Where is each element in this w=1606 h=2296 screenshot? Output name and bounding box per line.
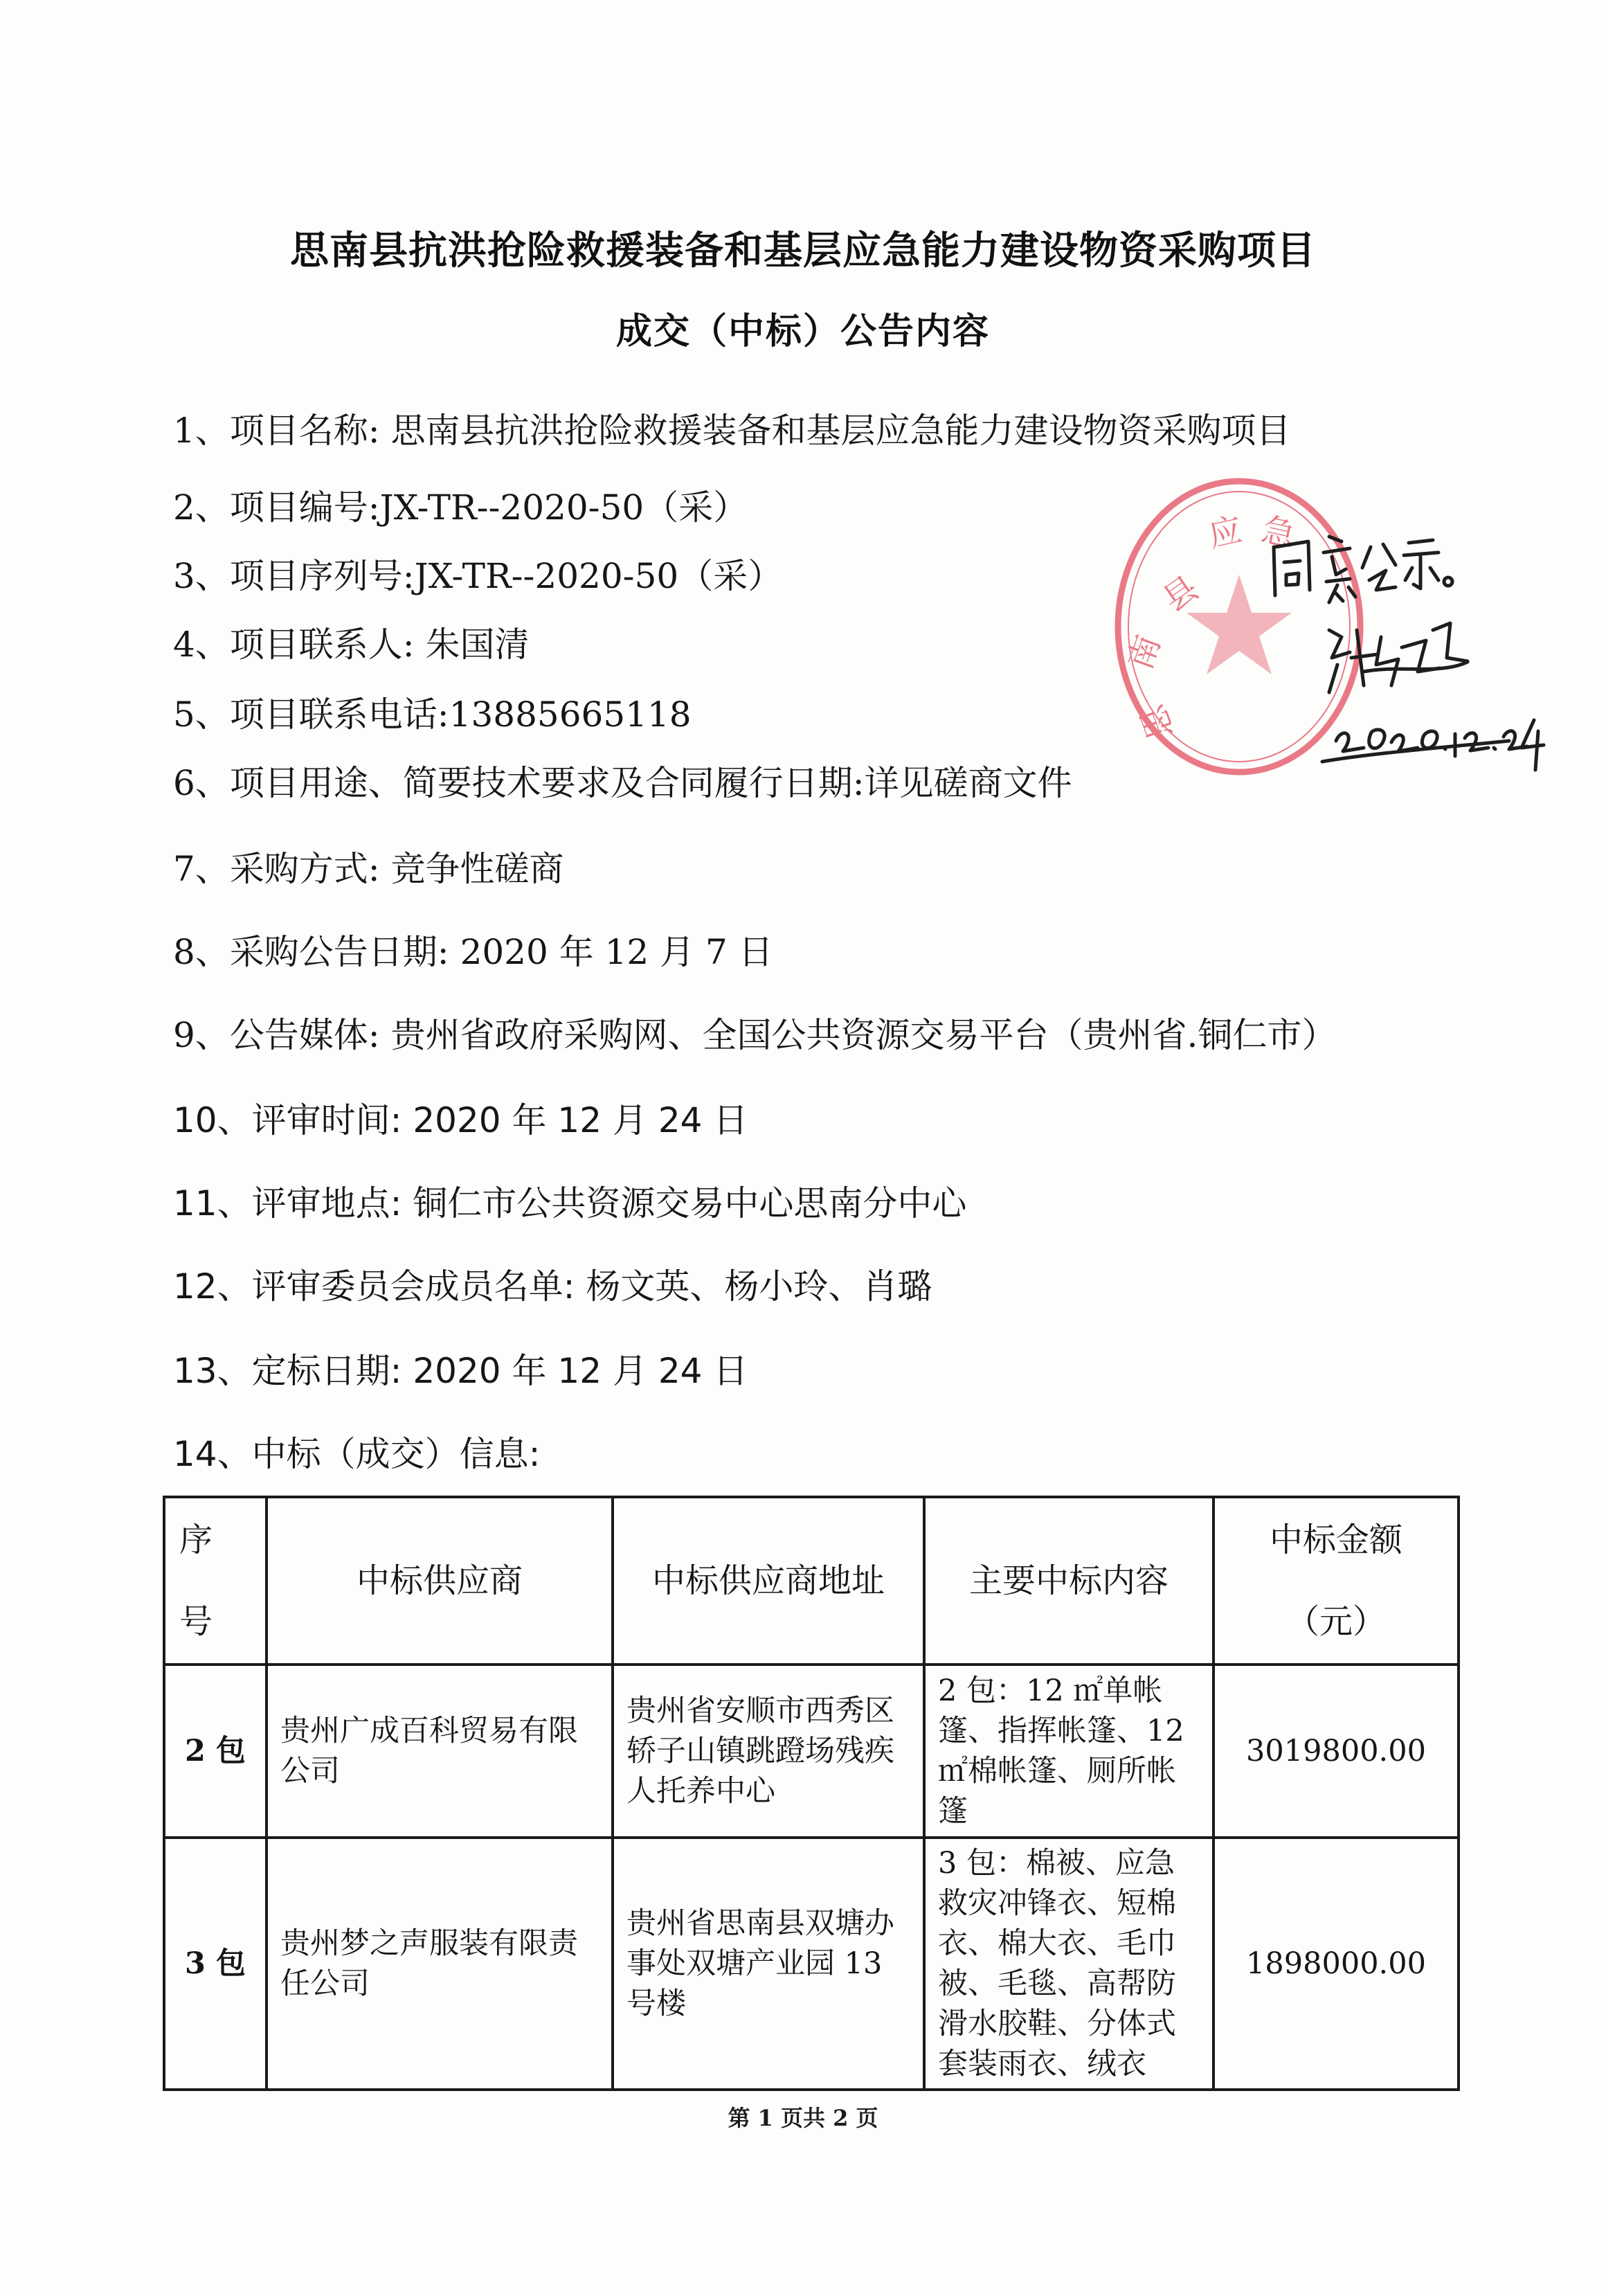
item-label: 项目联系电话: — [229, 694, 449, 735]
header-amount: 中标金额（元） — [1213, 1497, 1459, 1665]
item-number: 9、 — [173, 1015, 230, 1055]
item-project-name — [173, 410, 1291, 451]
item-committee — [173, 1266, 932, 1307]
item-number: 12、 — [173, 1266, 252, 1307]
cell-amount: 3019800.00 — [1213, 1665, 1459, 1838]
item-project-serial — [173, 555, 782, 597]
page-footer: 第 1 页共 2 页 — [728, 2105, 878, 2131]
item-number: 7、 — [173, 849, 230, 889]
item-value: 2020 年 12 月 24 日 — [413, 1351, 748, 1391]
item-value: 思南县抗洪抢险救援装备和基层应急能力建设物资采购项目 — [390, 411, 1291, 451]
svg-text:思: 思 — [1133, 699, 1182, 745]
item-value: 铜仁市公共资源交易中心思南分中心 — [413, 1183, 967, 1223]
item-contact-person — [173, 624, 530, 665]
header-supplier: 中标供应商 — [267, 1497, 613, 1665]
table-row — [164, 1665, 1459, 1838]
handwritten-signature-icon — [1260, 499, 1551, 775]
cell-content: 2 包：12 ㎡单帐篷、指挥帐篷、12 ㎡棉帐篷、厕所帐篷 — [924, 1665, 1213, 1838]
cell-address: 贵州省安顺市西秀区轿子山镇跳蹬场残疾人托养中心 — [613, 1665, 924, 1838]
item-label: 项目用途、简要技术要求及合同履行日期: — [229, 763, 865, 803]
cell-package: 3 包 — [164, 1838, 267, 2090]
svg-text:急: 急 — [1258, 510, 1299, 555]
item-value: 竞争性磋商 — [390, 849, 564, 889]
item-number: 10、 — [173, 1100, 252, 1140]
item-review-location — [173, 1183, 966, 1224]
document-title: 思南县抗洪抢险救援装备和基层应急能力建设物资采购项目 — [290, 228, 1316, 273]
item-label: 项目名称: — [229, 411, 391, 451]
item-value: JX-TR--2020-50（采） — [414, 556, 783, 596]
item-value: 13885665118 — [449, 694, 692, 735]
item-number: 13、 — [173, 1351, 252, 1391]
item-number: 8、 — [173, 932, 230, 972]
cell-content: 3 包：棉被、应急救灾冲锋衣、短棉衣、棉大衣、毛巾被、毛毯、高帮防滑水胶鞋、分体式套装雨衣、绒衣 — [924, 1838, 1213, 2090]
item-label: 定标日期: — [251, 1351, 413, 1391]
item-label: 公告媒体: — [229, 1015, 391, 1055]
item-announcement-date — [173, 931, 773, 973]
award-table — [163, 1496, 1460, 2091]
item-value: 杨文英、杨小玲、肖璐 — [586, 1266, 932, 1307]
header-content: 主要中标内容 — [924, 1497, 1213, 1665]
item-number: 6、 — [173, 763, 230, 803]
item-label: 项目联系人: — [229, 625, 426, 665]
item-label: 采购公告日期: — [229, 932, 460, 972]
item-number: 11、 — [173, 1183, 252, 1223]
item-procurement-method — [173, 848, 564, 890]
item-number: 2、 — [173, 487, 230, 528]
svg-text:应: 应 — [1204, 510, 1246, 555]
cell-supplier: 贵州梦之声服装有限责任公司 — [267, 1838, 613, 2090]
header-address: 中标供应商地址 — [613, 1497, 924, 1665]
item-number: 14、 — [173, 1434, 252, 1474]
item-label: 中标（成交）信息: — [251, 1434, 541, 1474]
item-number: 4、 — [173, 625, 230, 665]
item-award-date — [173, 1350, 748, 1392]
svg-text:县: 县 — [1155, 568, 1206, 620]
item-award-info — [173, 1433, 540, 1475]
table-header-row — [164, 1497, 1459, 1665]
item-value: 详见磋商文件 — [864, 763, 1072, 803]
item-value: 2020 年 12 月 24 日 — [413, 1100, 748, 1140]
item-project-code — [173, 487, 748, 528]
header-seq: 序号 — [164, 1497, 267, 1665]
cell-address: 贵州省思南县双塘办事处双塘产业园 13 号楼 — [613, 1838, 924, 2090]
item-label: 项目序列号: — [229, 556, 415, 596]
item-label: 评审时间: — [251, 1100, 413, 1140]
item-number: 3、 — [173, 556, 230, 596]
table-row — [164, 1838, 1459, 2090]
cell-supplier: 贵州广成百科贸易有限公司 — [267, 1665, 613, 1838]
item-label: 采购方式: — [229, 849, 391, 889]
item-value: 朱国清 — [425, 625, 530, 665]
item-number: 5、 — [173, 694, 230, 735]
item-media — [173, 1014, 1336, 1056]
item-label: 项目编号: — [229, 487, 380, 528]
item-number: 1、 — [173, 411, 230, 451]
item-purpose — [173, 762, 1072, 804]
item-label: 评审委员会成员名单: — [251, 1266, 586, 1307]
item-label: 评审地点: — [251, 1183, 413, 1223]
item-value: 贵州省政府采购网、全国公共资源交易平台（贵州省.铜仁市） — [390, 1015, 1337, 1055]
item-review-time — [173, 1100, 748, 1141]
cell-package: 2 包 — [164, 1665, 267, 1838]
svg-text:南: 南 — [1120, 629, 1169, 675]
cell-amount: 1898000.00 — [1213, 1838, 1459, 2090]
item-contact-phone — [173, 694, 692, 735]
document-subtitle: 成交（中标）公告内容 — [615, 311, 990, 352]
item-value: 2020 年 12 月 7 日 — [460, 932, 773, 972]
item-value: JX-TR--2020-50（采） — [379, 487, 748, 528]
